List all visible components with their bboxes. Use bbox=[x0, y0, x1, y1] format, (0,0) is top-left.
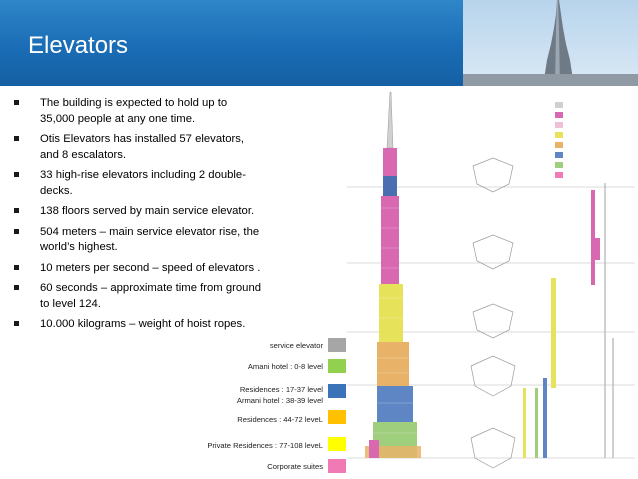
bullet-item: 138 floors served by main service elevator. bbox=[14, 204, 264, 220]
square-bullet-icon bbox=[14, 136, 19, 141]
legend-swatch-private bbox=[328, 437, 346, 451]
legend-swatch-service bbox=[328, 338, 346, 352]
square-bullet-icon bbox=[14, 285, 19, 290]
square-bullet-icon bbox=[14, 265, 19, 270]
tower-section-drawing bbox=[343, 88, 638, 479]
square-bullet-icon bbox=[14, 172, 19, 177]
legend-label: Corporate suites bbox=[267, 462, 323, 471]
burj-khalifa-photo bbox=[463, 0, 638, 86]
slide-title: Elevators bbox=[28, 32, 129, 59]
legend-label: Residences : 17-37 level Armani hotel : 38-39 level bbox=[236, 385, 323, 405]
square-bullet-icon bbox=[14, 321, 19, 326]
square-bullet-icon bbox=[14, 100, 19, 105]
bullet-item: The building is expected to hold up to 35,000 people at any one time. bbox=[14, 96, 264, 127]
legend-swatch-corporate bbox=[328, 459, 346, 473]
bullet-list bbox=[14, 96, 264, 338]
legend-label: Residences : 44-72 leveL bbox=[237, 415, 323, 424]
legend-swatch-residences-44-72 bbox=[328, 410, 346, 424]
bullet-item: 60 seconds – approximate time from ground to level 124. bbox=[14, 281, 264, 312]
legend-label: service elevator bbox=[269, 341, 323, 350]
square-bullet-icon bbox=[14, 229, 19, 234]
bullet-item: Otis Elevators has installed 57 elevators, and 8 escalators. bbox=[14, 132, 264, 163]
title-bar bbox=[0, 0, 638, 86]
bullet-item: 504 meters – main service elevator rise, the world’s highest. bbox=[14, 225, 264, 256]
square-bullet-icon bbox=[14, 208, 19, 213]
legend-label: Amani hotel : 0-8 level bbox=[247, 362, 323, 371]
legend-label: Private Residences : 77-108 leveL bbox=[207, 441, 323, 450]
bullet-item: 33 high-rise elevators including 2 double-decks. bbox=[14, 168, 264, 199]
bullet-item: 10.000 kilograms – weight of hoist ropes. bbox=[14, 317, 264, 333]
elevator-diagram bbox=[343, 88, 638, 479]
legend-swatch-residences bbox=[328, 384, 346, 398]
bullet-item: 10 meters per second – speed of elevators . bbox=[14, 261, 264, 277]
legend-swatch-hotel bbox=[328, 359, 346, 373]
tower-photo-icon bbox=[463, 0, 638, 86]
